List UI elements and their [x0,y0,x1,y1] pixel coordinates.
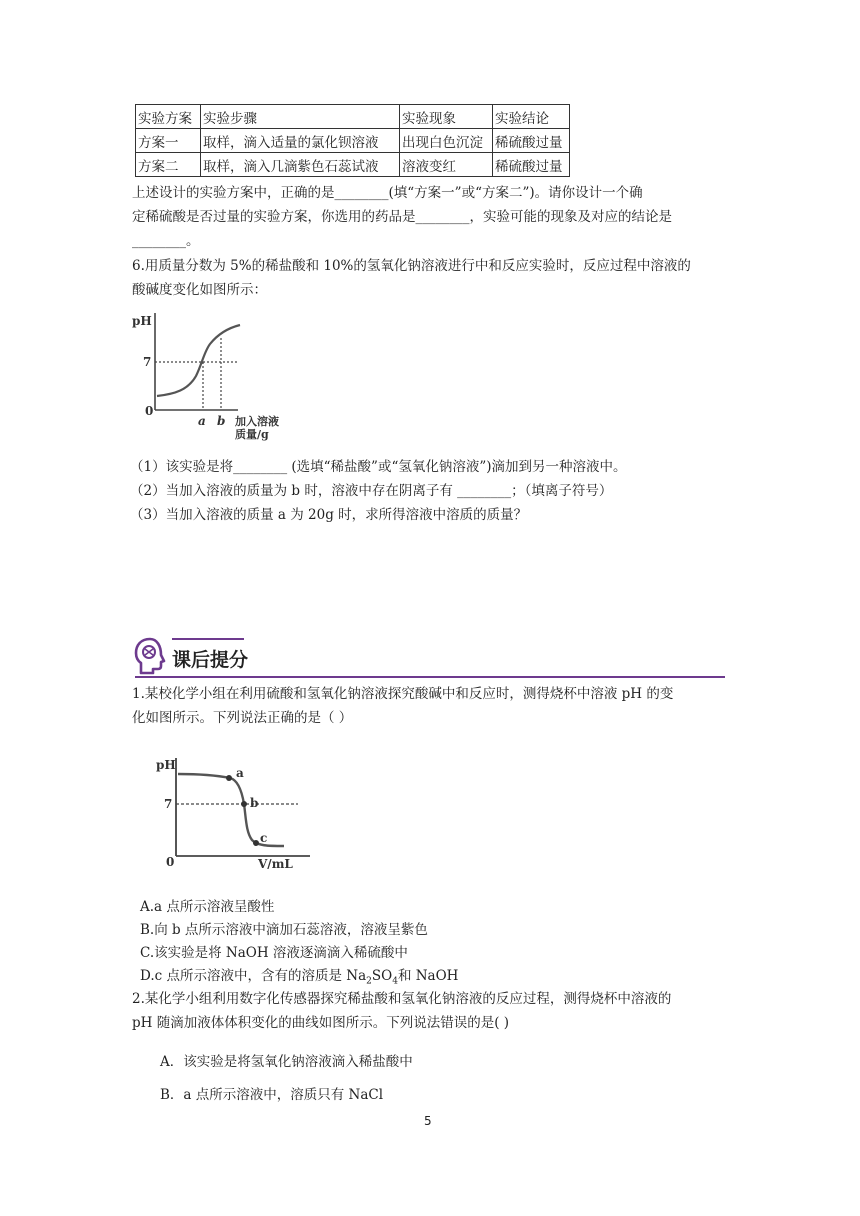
q2-line: pH 随滴加液体体积变化的曲线如图所示。下列说法错误的是( ) [132,1015,510,1031]
q6-line: 6.用质量分数为 5%的稀盐酸和 10%的氢氧化钠溶液进行中和反应实验时，反应过程中溶液的 [132,258,691,274]
q2-line: 2.某化学小组利用数字化传感器探究稀盐酸和氢氧化钠溶液的反应过程，测得烧杯中溶液的 [132,991,672,1007]
ph-curve [178,774,284,846]
table-header-cell: 实验现象 [400,105,493,129]
table-cell: 取样，滴入几滴紫色石蕊试液 [201,153,400,177]
ph-curve [157,325,240,396]
q5-line: 定稀硫酸是否过量的实验方案，你选用的药品是________，实验可能的现象及对应的结论是 [132,209,672,225]
experiment-table [135,104,570,177]
origin-label: 0 [145,404,154,418]
q1-option-a: A.a 点所示溶液呈酸性 [140,899,275,915]
banner-short-line [172,638,244,640]
x-point-a: a [198,414,206,428]
subscript-2: 2 [366,976,372,987]
option-d-mid: SO [371,968,393,984]
table-row [136,153,570,177]
label-a: a [236,766,244,780]
point-b [241,801,247,807]
banner-divider [135,676,725,678]
table-row [136,129,570,153]
option-d-suffix: 和 NaOH [397,968,459,984]
q2-option-a: A．该实验是将氢氧化钠溶液滴入稀盐酸中 [160,1054,413,1070]
brain-head-icon [133,636,167,676]
page-number: 5 [424,1114,432,1128]
table-header-row [136,105,570,129]
y-tick-7: 7 [143,355,152,369]
table-cell: 溶液变红 [400,153,493,177]
table-cell: 取样，滴入适量的氯化钡溶液 [201,129,400,153]
q1-line: 化如图所示。下列说法正确的是（ ） [132,710,353,726]
table-cell: 稀硫酸过量 [493,129,570,153]
x-point-b: b [217,414,226,428]
x-axis-label-line1: 加入溶液 [235,415,279,428]
ph-curve-graph-1 [130,308,310,443]
point-c [253,840,259,846]
section-title: 课后提分 [172,649,249,671]
option-d-prefix: D.c 点所示溶液中，含有的溶质是 Na [140,968,367,984]
table-header-cell: 实验方案 [136,105,201,129]
q6-line: 酸碱度变化如图所示： [132,282,267,298]
q1-option-b: B.向 b 点所示溶液中滴加石蕊溶液，溶液呈紫色 [140,922,428,938]
table-cell: 方案一 [136,129,201,153]
y-axis-label: pH [156,758,176,772]
point-a [226,775,232,781]
table-header-cell: 实验步骤 [201,105,400,129]
x-axis-label: V/mL [258,857,293,871]
label-b: b [250,796,259,810]
origin-label: 0 [166,855,175,869]
q6-sub-1: （1）该实验是将________ (选填“稀盐酸”或“氢氧化钠溶液”)滴加到另一种溶液中。 [130,459,627,475]
q1-option-c: C.该实验是将 NaOH 溶液逐滴滴入稀硫酸中 [140,945,408,961]
q1-line: 1.某校化学小组在利用硫酸和氢氧化钠溶液探究酸碱中和反应时，测得烧杯中溶液 pH 的变 [132,686,674,702]
y-tick-7: 7 [164,797,173,811]
table-cell: 方案二 [136,153,201,177]
subscript-4: 4 [392,976,398,987]
y-axis-label: pH [132,314,152,328]
label-c: c [260,831,268,845]
table-cell: 稀硫酸过量 [493,153,570,177]
x-axis-label-line2: 质量/g [235,428,269,441]
q5-line: 上述设计的实验方案中，正确的是________(填“方案一”或“方案二”)。请你设计一个确 [132,185,643,201]
q2-option-b: B．a 点所示溶液中，溶质只有 NaCl [160,1087,384,1103]
q5-line: ________。 [132,233,200,249]
table-cell: 出现白色沉淀 [400,129,493,153]
q6-sub-3: （3）当加入溶液的质量 a 为 20g 时，求所得溶液中溶质的质量？ [130,507,528,523]
q6-sub-2: （2）当加入溶液的质量为 b 时，溶液中存在阴离子有 ________；（填离子符号） [130,483,613,499]
ph-curve-graph-2 [150,752,320,872]
table-header-cell: 实验结论 [493,105,570,129]
